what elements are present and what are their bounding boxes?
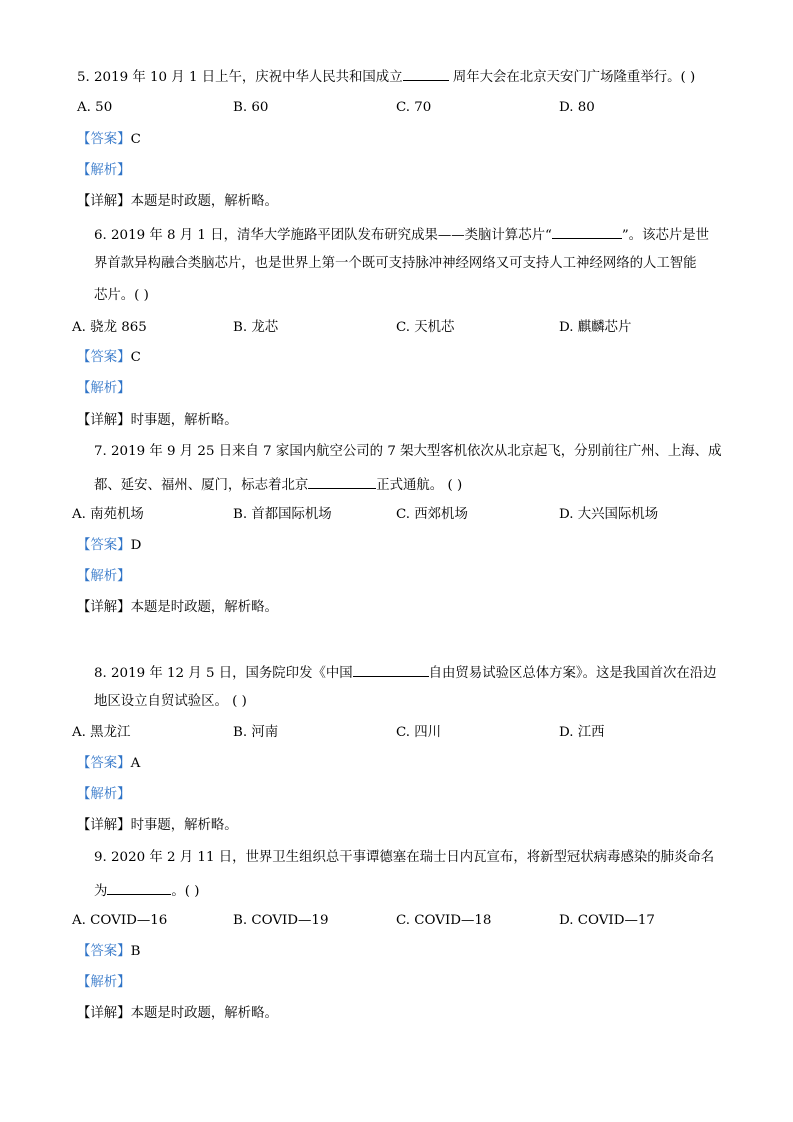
answer-row: 【答案】C: [77, 132, 141, 147]
question-9-stem: 9. 2020 年 2 月 11 日，世界卫生组织总干事谭德塞在瑞士日内瓦宣布，将新型冠状病毒感染的肺炎命名: [94, 850, 715, 865]
option-b: B. 河南: [233, 725, 279, 740]
option-c: C. 四川: [396, 725, 442, 740]
option-c: C. COVID—18: [396, 913, 492, 928]
answer-row: 【答案】D: [77, 538, 142, 553]
question-5-stem: 5. 2019 年 10 月 1 日上午，庆祝中华人民共和国成立 周年大会在北京天安门广场隆重举行。( ): [77, 67, 695, 86]
option-d: D. 麒麟芯片: [559, 320, 632, 335]
answer-blank: [107, 881, 171, 895]
question-9-line-2: 为 。( ): [94, 881, 200, 900]
option-c: C. 西郊机场: [396, 507, 468, 522]
option-a: A. 南苑机场: [72, 507, 144, 522]
option-b: B. 60: [233, 100, 269, 115]
option-a: A. 50: [77, 100, 113, 115]
analysis-label: 【解析】: [77, 163, 131, 178]
answer-row: 【答案】A: [77, 756, 141, 771]
analysis-label: 【解析】: [77, 787, 131, 802]
question-6-line-3: 芯片。( ): [94, 288, 149, 303]
option-a: A. 黑龙江: [72, 725, 131, 740]
detail-row: 【详解】本题是时政题，解析略。: [77, 1006, 278, 1021]
answer-blank: [552, 225, 622, 239]
option-b: B. 龙芯: [233, 320, 279, 335]
question-8-stem: 8. 2019 年 12 月 5 日，国务院印发《中国 自由贸易试验区总体方案》。这是我国首次在沿边: [94, 663, 717, 682]
analysis-label: 【解析】: [77, 975, 131, 990]
answer-blank: [353, 663, 429, 677]
detail-row: 【详解】本题是时政题，解析略。: [77, 194, 278, 209]
option-b: B. COVID—19: [233, 913, 329, 928]
question-7-line-2: 都、延安、福州、厦门，标志着北京 正式通航。 ( ): [94, 475, 462, 494]
option-c: C. 70: [396, 100, 432, 115]
option-d: D. 大兴国际机场: [559, 507, 659, 522]
answer-blank: [308, 475, 376, 489]
question-8-line-2: 地区设立自贸试验区。 ( ): [94, 694, 247, 709]
option-a: A. 骁龙 865: [72, 320, 147, 335]
option-d: D. COVID—17: [559, 913, 655, 928]
analysis-label: 【解析】: [77, 569, 131, 584]
option-d: D. 江西: [559, 725, 605, 740]
option-c: C. 天机芯: [396, 320, 455, 335]
option-d: D. 80: [559, 100, 595, 115]
answer-blank: [403, 67, 449, 81]
option-a: A. COVID—16: [72, 913, 168, 928]
analysis-label: 【解析】: [77, 381, 131, 396]
question-6-stem: 6. 2019 年 8 月 1 日，清华大学施路平团队发布研究成果——类脑计算芯片“ ”。该芯片是世: [94, 225, 709, 244]
answer-row: 【答案】C: [77, 350, 141, 365]
detail-row: 【详解】时事题，解析略。: [77, 413, 238, 428]
question-7-stem: 7. 2019 年 9 月 25 日来自 7 家国内航空公司的 7 架大型客机依次从北京起飞，分别前往广州、上海、成: [94, 444, 722, 459]
question-6-line-2: 界首款异构融合类脑芯片，也是世界上第一个既可支持脉冲神经网络又可支持人工神经网络的人工智能: [94, 256, 697, 271]
answer-row: 【答案】B: [77, 944, 141, 959]
detail-row: 【详解】本题是时政题，解析略。: [77, 600, 278, 615]
detail-row: 【详解】时事题，解析略。: [77, 818, 238, 833]
option-b: B. 首都国际机场: [233, 507, 332, 522]
